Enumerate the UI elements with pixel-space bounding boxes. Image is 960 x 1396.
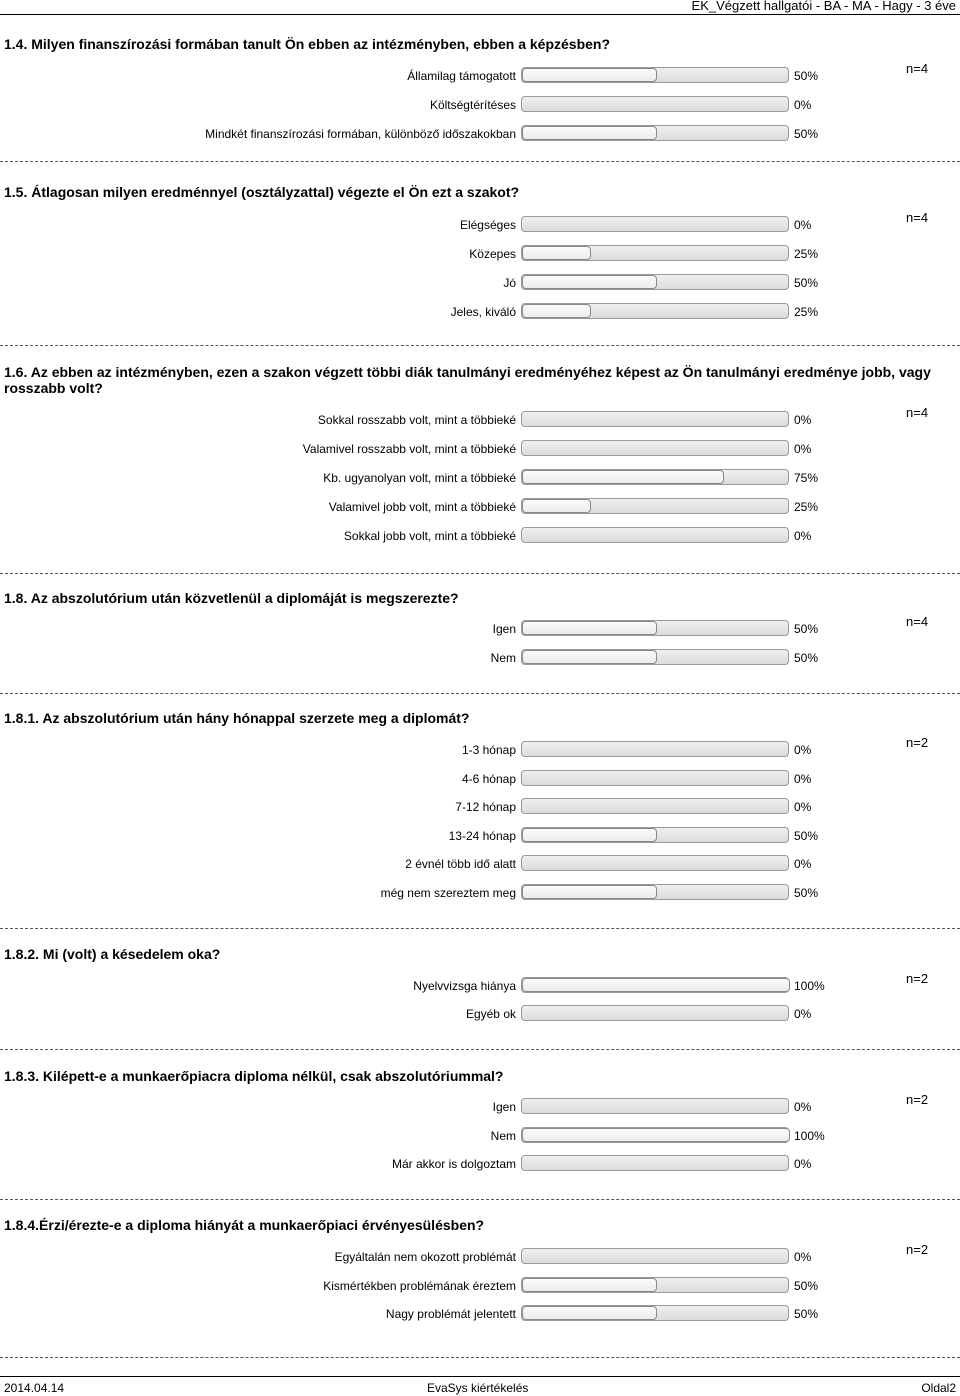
answer-label: Valamivel rosszabb volt, mint a többieké: [302, 442, 516, 456]
answer-row: [4, 1248, 956, 1266]
answer-row: [4, 303, 956, 321]
answer-percentage: 0%: [794, 1100, 812, 1114]
section-divider: [0, 1357, 960, 1358]
answer-row: [4, 67, 956, 85]
question-title: 1.5. Átlagosan milyen eredménnyel (osztályzattal) végezte el Ön ezt a szakot?: [4, 184, 520, 200]
answer-percentage: 0%: [794, 413, 812, 427]
answer-label: Nagy problémát jelentett: [385, 1307, 516, 1321]
answer-row: [4, 411, 956, 429]
question-title: 1.8.2. Mi (volt) a késedelem oka?: [4, 946, 221, 962]
percentage-bar-track: [521, 649, 789, 665]
answer-label: Elégséges: [459, 218, 516, 232]
answer-percentage: 0%: [794, 98, 812, 112]
percentage-bar-fill: [522, 68, 657, 82]
question-section: [4, 946, 956, 1021]
answer-percentage: 0%: [794, 771, 812, 786]
percentage-bar-fill: [522, 978, 790, 992]
answer-label: Költségtérítéses: [429, 98, 516, 112]
percentage-bar-fill: [522, 499, 591, 513]
response-count: n=2: [906, 971, 929, 986]
percentage-bar-fill: [522, 1128, 790, 1142]
question-section: [4, 184, 956, 319]
question-title: 1.4. Milyen finanszírozási formában tanult Ön ebben az intézményben, ebben a képzésben?: [4, 36, 611, 52]
question-section: [4, 36, 956, 141]
percentage-bar-track: [521, 620, 789, 636]
section-divider: [0, 928, 960, 929]
answer-label: Nem: [490, 1128, 516, 1143]
answer-percentage: 0%: [794, 1250, 812, 1264]
answer-label: Nyelvvizsga hiánya: [413, 979, 516, 993]
percentage-bar-track: [521, 245, 789, 261]
answer-label: 4-6 hónap: [461, 771, 516, 786]
answer-percentage: 0%: [794, 1007, 812, 1021]
answer-percentage: 50%: [794, 127, 819, 141]
response-count: n=2: [906, 1092, 929, 1107]
percentage-bar-track: [521, 1248, 789, 1264]
percentage-bar-track: [521, 498, 789, 514]
answer-row: [4, 274, 956, 292]
percentage-bar-track: [521, 1127, 789, 1143]
response-count: n=4: [906, 614, 929, 629]
answer-row: [4, 620, 956, 638]
response-count: n=4: [906, 61, 929, 76]
percentage-bar-track: [521, 67, 789, 83]
percentage-bar-track: [521, 411, 789, 427]
answer-row: [4, 1277, 956, 1295]
answer-percentage: 0%: [794, 800, 812, 815]
percentage-bar-track: [521, 798, 789, 814]
answer-row: [4, 1155, 956, 1173]
answer-label: Kb. ugyanolyan volt, mint a többieké: [323, 471, 516, 485]
answer-label: Jeles, kiváló: [450, 305, 516, 319]
percentage-bar-fill: [522, 828, 657, 842]
answer-percentage: 25%: [794, 500, 819, 514]
page-header: [0, 0, 960, 15]
answer-label: Egyáltalán nem okozott problémát: [334, 1250, 516, 1264]
answer-label: 7-12 hónap: [455, 800, 516, 815]
answer-percentage: 50%: [794, 276, 819, 290]
percentage-bar-track: [521, 977, 789, 993]
answer-label: Mindkét finanszírozási formában, különböző időszakokban: [205, 127, 516, 141]
answer-percentage: 0%: [794, 857, 812, 872]
answer-label: Kismértékben problémának éreztem: [323, 1278, 516, 1293]
answer-label: Már akkor is dolgoztam: [391, 1157, 516, 1171]
answer-label: 1-3 hónap: [461, 743, 516, 757]
percentage-bar-track: [521, 1305, 789, 1321]
percentage-bar-track: [521, 303, 789, 319]
answer-percentage: 50%: [794, 1278, 819, 1293]
percentage-bar-fill: [522, 275, 657, 289]
percentage-bar-fill: [522, 650, 657, 664]
answer-percentage: 0%: [794, 218, 812, 232]
percentage-bar-fill: [522, 885, 657, 899]
percentage-bar-track: [521, 440, 789, 456]
percentage-bar-track: [521, 469, 789, 485]
answer-percentage: 50%: [794, 886, 819, 900]
question-section: [4, 590, 956, 665]
answer-percentage: 50%: [794, 69, 819, 83]
percentage-bar-fill: [522, 621, 657, 635]
footer-center-text: EvaSys kiértékelés: [427, 1381, 529, 1395]
answer-label: Valamivel jobb volt, mint a többieké: [328, 500, 516, 514]
answer-label: Sokkal rosszabb volt, mint a többieké: [317, 413, 516, 427]
percentage-bar-track: [521, 855, 789, 871]
answer-label: Közepes: [469, 247, 516, 261]
answer-label: 2 évnél több idő alatt: [405, 857, 516, 872]
section-divider: [0, 161, 960, 162]
answer-row: [4, 977, 956, 995]
answer-row: [4, 96, 956, 114]
question-title: 1.8.3. Kilépett-e a munkaerőpiacra diploma nélkül, csak abszolutóriummal?: [4, 1068, 504, 1084]
section-divider: [0, 573, 960, 574]
answer-label: Államilag támogatott: [407, 69, 516, 83]
footer-page-number: Oldal2: [921, 1381, 956, 1395]
answer-percentage: 75%: [794, 471, 819, 485]
percentage-bar-fill: [522, 304, 591, 318]
question-title: 1.8. Az abszolutórium után közvetlenül a diplomáját is megszerezte?: [4, 590, 459, 606]
answer-row: [4, 1305, 956, 1323]
answer-row: [4, 469, 956, 487]
percentage-bar-track: [521, 884, 789, 900]
section-divider: [0, 1049, 960, 1050]
answer-label: Jó: [503, 276, 516, 290]
answer-label: Nem: [490, 651, 516, 665]
answer-row: [4, 527, 956, 545]
percentage-bar-track: [521, 216, 789, 232]
answer-row: [4, 498, 956, 516]
answer-label: Igen: [492, 1100, 516, 1114]
page-footer: [0, 1376, 960, 1396]
answer-percentage: 25%: [794, 305, 819, 319]
answer-row: [4, 1127, 956, 1145]
answer-percentage: 0%: [794, 743, 812, 757]
percentage-bar-track: [521, 527, 789, 543]
answer-percentage: 50%: [794, 622, 819, 636]
section-divider: [0, 345, 960, 346]
question-section: [4, 710, 956, 900]
percentage-bar-fill: [522, 1306, 657, 1320]
answer-row: [4, 1098, 956, 1116]
answer-percentage: 50%: [794, 1307, 819, 1321]
percentage-bar-track: [521, 1277, 789, 1293]
percentage-bar-fill: [522, 126, 657, 140]
percentage-bar-track: [521, 1098, 789, 1114]
answer-percentage: 50%: [794, 651, 819, 665]
answer-row: [4, 798, 956, 816]
question-section: [4, 1217, 956, 1321]
answer-label: Sokkal jobb volt, mint a többieké: [343, 529, 516, 543]
answer-percentage: 0%: [794, 529, 812, 543]
percentage-bar-track: [521, 1155, 789, 1171]
answer-label: még nem szereztem meg: [380, 886, 516, 900]
question-title: 1.6. Az ebben az intézményben, ezen a szakon végzett többi diák tanulmányi eredményéhez képest az Ön tanulmányi eredménye jobb, vagy rosszabb volt?: [4, 364, 931, 396]
section-divider: [0, 1199, 960, 1200]
answer-row: [4, 855, 956, 873]
answer-percentage: 50%: [794, 828, 819, 843]
percentage-bar-fill: [522, 246, 591, 260]
footer-date: 2014.04.14: [4, 1381, 65, 1395]
question-section: [4, 1068, 956, 1171]
question-title: 1.8.4.Érzi/érezte-e a diploma hiányát a munkaerőpiaci érvényesülésben?: [4, 1217, 485, 1233]
question-section: [4, 364, 956, 543]
percentage-bar-track: [521, 274, 789, 290]
answer-percentage: 25%: [794, 247, 819, 261]
answer-label: Egyéb ok: [465, 1007, 516, 1021]
section-divider: [0, 693, 960, 694]
answer-percentage: 0%: [794, 1157, 812, 1171]
response-count: n=4: [906, 210, 929, 225]
answer-row: [4, 741, 956, 759]
percentage-bar-track: [521, 125, 789, 141]
answer-percentage: 100%: [794, 1128, 825, 1143]
percentage-bar-track: [521, 827, 789, 843]
percentage-bar-track: [521, 770, 789, 786]
percentage-bar-track: [521, 1005, 789, 1021]
percentage-bar-fill: [522, 470, 724, 484]
response-count: n=2: [906, 735, 929, 750]
question-title: 1.8.1. Az abszolutórium után hány hónappal szerzete meg a diplomát?: [4, 710, 470, 726]
answer-row: [4, 125, 956, 143]
answer-row: [4, 827, 956, 845]
answer-row: [4, 216, 956, 234]
answer-percentage: 0%: [794, 442, 812, 456]
answer-row: [4, 440, 956, 458]
answer-label: 13-24 hónap: [448, 828, 516, 843]
answer-row: [4, 770, 956, 788]
answer-row: [4, 1005, 956, 1023]
answer-percentage: 100%: [794, 979, 825, 993]
answer-label: Igen: [492, 622, 516, 636]
percentage-bar-fill: [522, 1278, 657, 1292]
answer-row: [4, 884, 956, 902]
percentage-bar-track: [521, 96, 789, 112]
answer-row: [4, 245, 956, 263]
percentage-bar-track: [521, 741, 789, 757]
response-count: n=2: [906, 1242, 929, 1257]
answer-row: [4, 649, 956, 667]
response-count: n=4: [906, 405, 929, 420]
report-title: EK_Végzett hallgatói - BA - MA - Hagy - 3 éve: [691, 0, 956, 13]
